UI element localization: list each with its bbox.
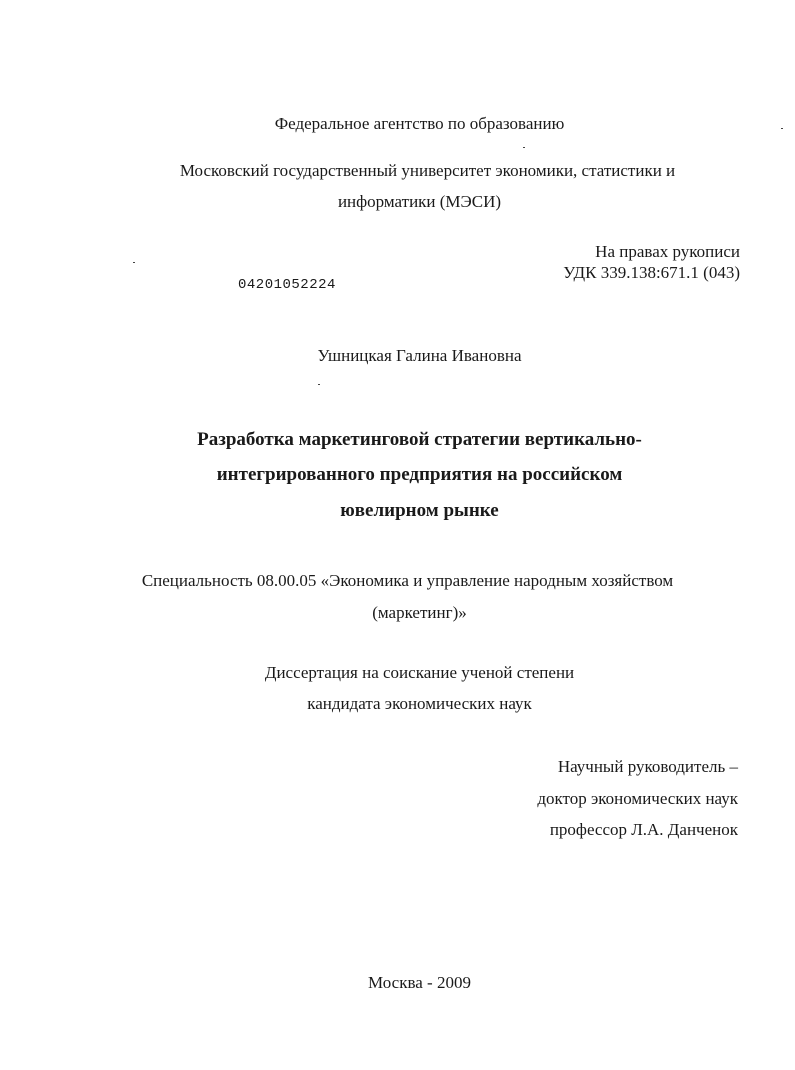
supervisor-line1: Научный руководитель – [557, 757, 738, 776]
dissertation-degree-line1: Диссертация на соискание ученой степени [264, 663, 575, 682]
dissertation-degree-line2: кандидата экономических наук [307, 694, 532, 713]
scan-speck [523, 147, 525, 148]
author-name: Ушницкая Галина Ивановна [317, 346, 522, 365]
manuscript-rights: На правах рукописи [595, 242, 740, 261]
supervisor-line3: профессор Л.А. Данченок [549, 820, 738, 839]
supervisor-line2: доктор экономических наук [537, 789, 738, 808]
specialty-line1: Специальность 08.00.05 «Экономика и управление народным хозяйством [141, 571, 674, 590]
university-name-line2: информатики (МЭСИ) [337, 192, 502, 211]
scan-speck [318, 384, 320, 385]
specialty-line2: (маркетинг)» [372, 603, 467, 622]
university-name-line1: Московский государственный университет экономики, статистики и [179, 161, 676, 180]
city-year: Москва - 2009 [368, 973, 471, 992]
dissertation-title-line2: интегрированного предприятия на российском [216, 464, 623, 485]
registration-number: 04201052224 [238, 277, 336, 293]
agency-name: Федеральное агентство по образованию [274, 114, 565, 133]
scan-speck [133, 262, 135, 263]
scan-speck [781, 128, 783, 129]
dissertation-title-line3: ювелирном рынке [340, 500, 499, 521]
dissertation-title-line1: Разработка маркетинговой стратегии вертикально- [197, 429, 642, 450]
udc-code: УДК 339.138:671.1 (043) [563, 263, 740, 282]
